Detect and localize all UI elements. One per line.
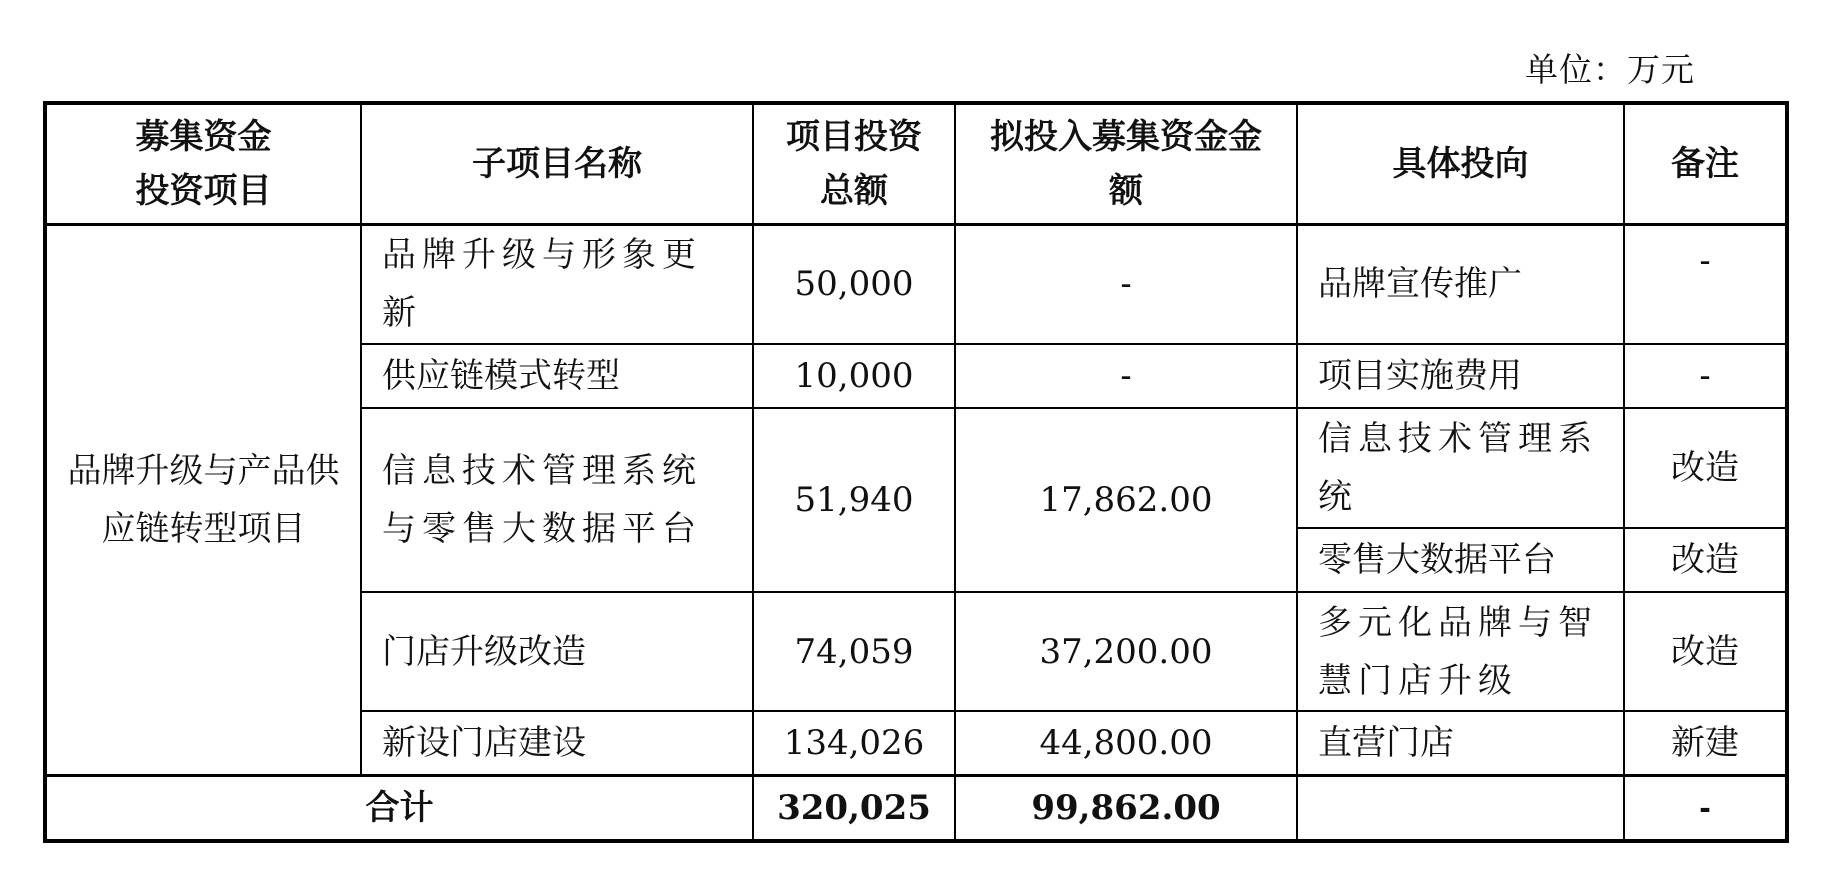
sub-project-cell: 门店升级改造 xyxy=(361,592,753,711)
remark-cell: - xyxy=(1624,224,1787,344)
header-project: 募集资金投资项目 xyxy=(45,103,361,224)
direction-cell: 信息技术管理系统 xyxy=(1297,408,1624,528)
remark-cell: 改造 xyxy=(1624,408,1787,528)
header-total-investment: 项目投资总额 xyxy=(753,103,955,224)
total-remark-cell: - xyxy=(1624,775,1787,841)
sub-project-cell: 供应链模式转型 xyxy=(361,344,753,408)
sub-project-cell: 新设门店建设 xyxy=(361,711,753,775)
header-raised-funds: 拟投入募集资金金额 xyxy=(955,103,1297,224)
total-direction-cell xyxy=(1297,775,1624,841)
main-project-cell: 品牌升级与产品供应链转型项目 xyxy=(45,224,361,775)
raised-funds-cell: 37,200.00 xyxy=(955,592,1297,711)
header-sub-project: 子项目名称 xyxy=(361,103,753,224)
total-investment-cell: 51,940 xyxy=(753,408,955,592)
direction-cell: 直营门店 xyxy=(1297,711,1624,775)
total-investment-cell: 50,000 xyxy=(753,224,955,344)
direction-cell: 零售大数据平台 xyxy=(1297,528,1624,592)
sub-project-cell: 信息技术管理系统与零售大数据平台 xyxy=(361,408,753,592)
total-investment-cell: 10,000 xyxy=(753,344,955,408)
direction-cell: 多元化品牌与智慧门店升级 xyxy=(1297,592,1624,711)
remark-cell: 改造 xyxy=(1624,592,1787,711)
remark-cell: 改造 xyxy=(1624,528,1787,592)
header-row xyxy=(45,103,1787,224)
total-row xyxy=(45,775,1787,841)
direction-cell: 品牌宣传推广 xyxy=(1297,224,1624,344)
total-label: 合计 xyxy=(45,775,753,841)
total-investment-cell: 74,059 xyxy=(753,592,955,711)
table-row xyxy=(45,224,1787,344)
raised-funds-cell: 17,862.00 xyxy=(955,408,1297,592)
header-direction: 具体投向 xyxy=(1297,103,1624,224)
sub-project-cell: 品牌升级与形象更新 xyxy=(361,224,753,344)
investment-table xyxy=(43,101,1789,843)
remark-cell: 新建 xyxy=(1624,711,1787,775)
total-investment-cell: 134,026 xyxy=(753,711,955,775)
unit-label: 单位：万元 xyxy=(1525,50,1695,89)
raised-funds-cell: - xyxy=(955,224,1297,344)
total-investment-sum: 320,025 xyxy=(753,775,955,841)
raised-funds-sum: 99,862.00 xyxy=(955,775,1297,841)
direction-cell: 项目实施费用 xyxy=(1297,344,1624,408)
raised-funds-cell: - xyxy=(955,344,1297,408)
raised-funds-cell: 44,800.00 xyxy=(955,711,1297,775)
header-remark: 备注 xyxy=(1624,103,1787,224)
remark-cell: - xyxy=(1624,344,1787,408)
